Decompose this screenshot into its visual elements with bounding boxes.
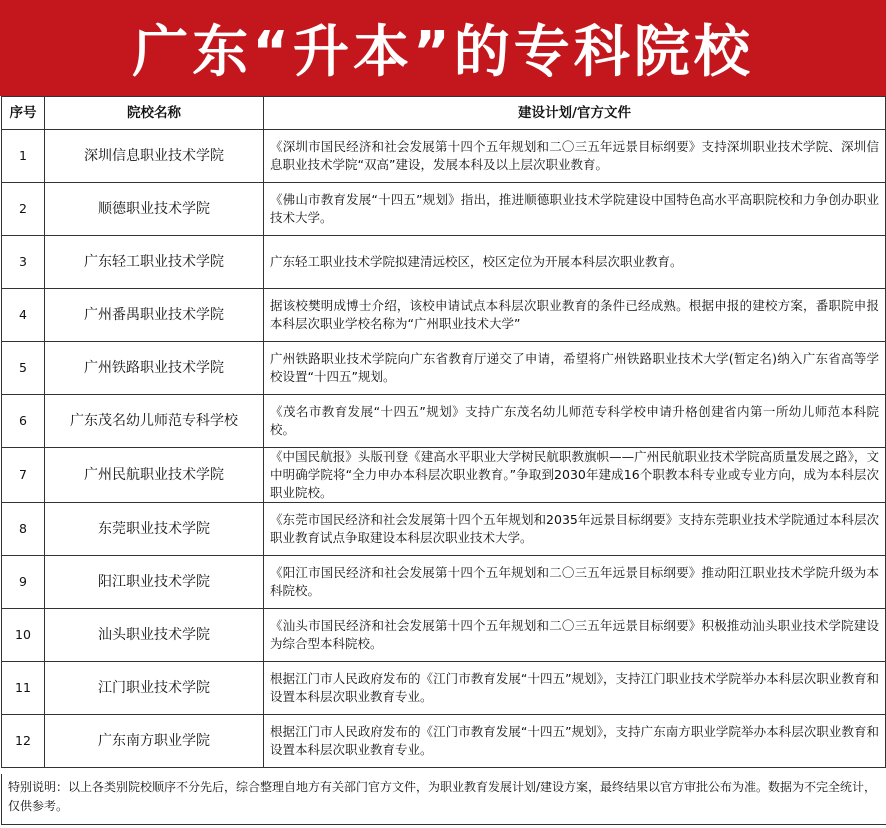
row-num: 10 — [2, 609, 45, 662]
college-name: 东莞职业技术学院 — [45, 503, 264, 556]
plan-doc: 《汕头市国民经济和社会发展第十四个五年规划和二〇三五年远景目标纲要》积极推动汕头职业技术学院建设为综合型本科院校。 — [264, 609, 886, 662]
college-name: 江门职业技术学院 — [45, 662, 264, 715]
row-num: 6 — [2, 395, 45, 448]
plan-doc: 《茂名市教育发展“十四五”规划》支持广东茂名幼儿师范专科学校申请升格创建省内第一所幼儿师范本科院校。 — [264, 395, 886, 448]
plan-doc: 《佛山市教育发展“十四五”规划》指出，推进顺德职业技术学院建设中国特色高水平高职院校和力争创办职业技术大学。 — [264, 183, 886, 236]
plan-doc: 《中国民航报》头版刊登《建高水平职业大学树民航职教旗帜——广州民航职业技术学院高质量发展之路》，文中明确学院将“全力申办本科层次职业教育。”争取到2030年建成16个职教本科专业或专业方向，成为本科层次职业院校。 — [264, 448, 886, 503]
college-name: 广州民航职业技术学院 — [45, 448, 264, 503]
table-row — [2, 289, 886, 342]
table-row — [2, 342, 886, 395]
row-num: 9 — [2, 556, 45, 609]
college-name: 广州番禺职业技术学院 — [45, 289, 264, 342]
table-header-row — [2, 97, 886, 130]
title-banner — [0, 0, 886, 96]
plan-doc: 根据江门市人民政府发布的《江门市教育发展“十四五”规划》，支持江门职业技术学院举办本科层次职业教育和设置本科层次职业教育专业。 — [264, 662, 886, 715]
plan-doc: 据该校樊明成博士介绍，该校申请试点本科层次职业教育的条件已经成熟。根据申报的建校方案，番职院申报本科层次职业学校名称为“广州职业技术大学” — [264, 289, 886, 342]
table-row — [2, 395, 886, 448]
row-num: 7 — [2, 448, 45, 503]
plan-doc: 广州铁路职业技术学院向广东省教育厅递交了申请，希望将广州铁路职业技术大学(暂定名)纳入广东省高等学校设置“十四五”规划。 — [264, 342, 886, 395]
row-num: 2 — [2, 183, 45, 236]
college-name: 广东南方职业学院 — [45, 715, 264, 768]
plan-doc: 《阳江市国民经济和社会发展第十四个五年规划和二〇三五年远景目标纲要》推动阳江职业技术学院升级为本科院校。 — [264, 556, 886, 609]
college-name: 阳江职业技术学院 — [45, 556, 264, 609]
colleges-table — [1, 96, 886, 768]
plan-doc: 《东莞市国民经济和社会发展第十四个五年规划和2035年远景目标纲要》支持东莞职业技术学院通过本科层次职业教育试点争取建设本科层次职业技术大学。 — [264, 503, 886, 556]
college-name: 广东茂名幼儿师范专科学校 — [45, 395, 264, 448]
row-num: 12 — [2, 715, 45, 768]
row-num: 5 — [2, 342, 45, 395]
table-row — [2, 609, 886, 662]
table-row — [2, 715, 886, 768]
table-row — [2, 503, 886, 556]
table-row — [2, 448, 886, 503]
college-name: 汕头职业技术学院 — [45, 609, 264, 662]
college-name: 广东轻工职业技术学院 — [45, 236, 264, 289]
footnote: 特别说明：以上各类别院校顺序不分先后，综合整理自地方有关部门官方文件，为职业教育发展计划/建设方案，最终结果以官方审批公布为准。数据为不完全统计，仅供参考。 — [1, 774, 886, 825]
table-row — [2, 130, 886, 183]
plan-doc: 广东轻工职业技术学院拟建清远校区，校区定位为开展本科层次职业教育。 — [264, 236, 886, 289]
row-num: 3 — [2, 236, 45, 289]
header-name: 院校名称 — [45, 97, 264, 130]
table-row — [2, 236, 886, 289]
table-row — [2, 556, 886, 609]
row-num: 11 — [2, 662, 45, 715]
college-name: 广州铁路职业技术学院 — [45, 342, 264, 395]
page-title: 广东“升本”的专科院校 — [132, 20, 754, 85]
header-doc: 建设计划/官方文件 — [264, 97, 886, 130]
plan-doc: 《深圳市国民经济和社会发展第十四个五年规划和二〇三五年远景目标纲要》支持深圳职业技术学院、深圳信息职业技术学院“双高”建设，发展本科及以上层次职业教育。 — [264, 130, 886, 183]
college-name: 顺德职业技术学院 — [45, 183, 264, 236]
plan-doc: 根据江门市人民政府发布的《江门市教育发展“十四五”规划》，支持广东南方职业学院举办本科层次职业教育和设置本科层次职业教育专业。 — [264, 715, 886, 768]
row-num: 4 — [2, 289, 45, 342]
table-row — [2, 662, 886, 715]
college-name: 深圳信息职业技术学院 — [45, 130, 264, 183]
table-row — [2, 183, 886, 236]
row-num: 1 — [2, 130, 45, 183]
header-num: 序号 — [2, 97, 45, 130]
row-num: 8 — [2, 503, 45, 556]
